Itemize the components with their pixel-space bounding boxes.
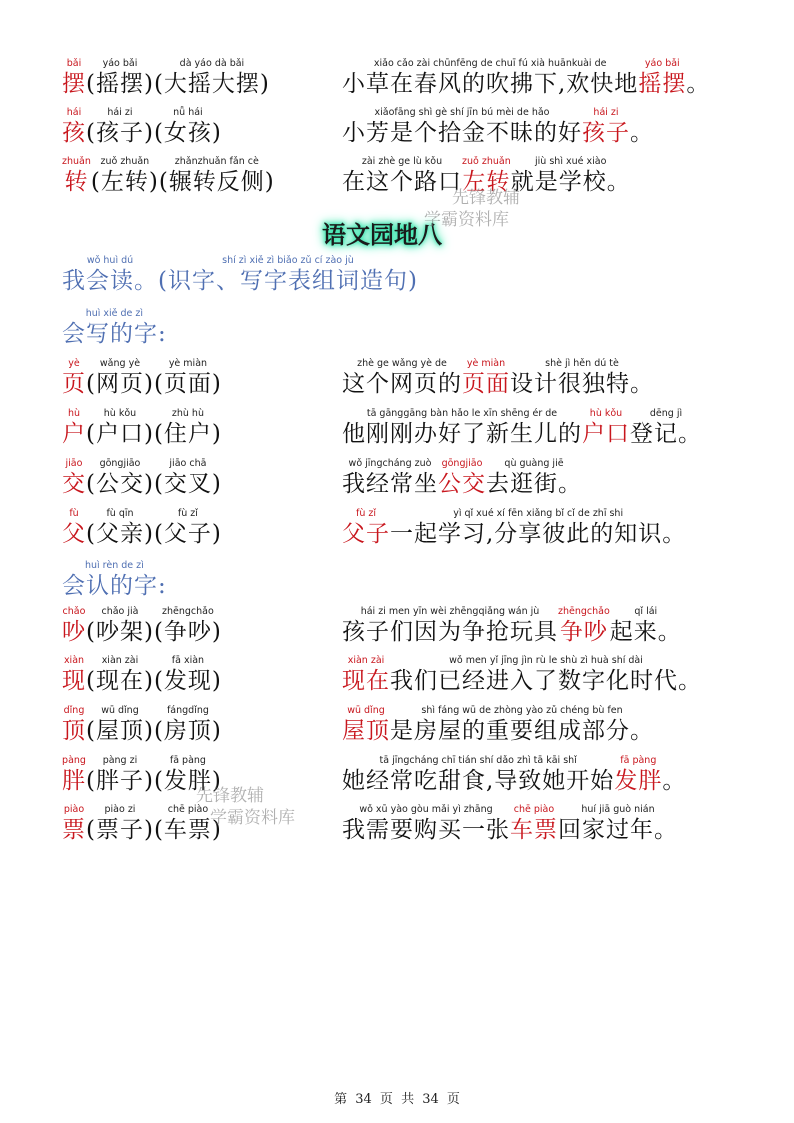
pinyin-annotation: xiàn xyxy=(63,655,85,666)
text-segment xyxy=(686,58,710,98)
vocab-row-bai xyxy=(62,58,270,98)
text-segment xyxy=(510,358,654,398)
pinyin-annotation: fù qīn xyxy=(106,508,134,519)
text-segment xyxy=(342,508,390,548)
sentence-row-ye xyxy=(342,358,654,398)
pinyin-annotation: huì rèn de zì xyxy=(84,560,144,571)
text-segment xyxy=(342,606,558,646)
pinyin-annotation: zhù hù xyxy=(171,408,204,419)
text-segment xyxy=(154,458,222,498)
vocab-row-ding xyxy=(62,705,222,745)
hanzi-text: (识字、写字表组词造句) xyxy=(158,268,418,294)
pinyin-annotation: fā pàng xyxy=(169,755,206,766)
vocab-row-fu xyxy=(62,508,222,548)
write-chars-heading xyxy=(62,308,167,348)
vocab-row-hai xyxy=(62,107,222,147)
pinyin-annotation: tā gānggāng bàn hǎo le xīn shēng ér de xyxy=(366,408,558,419)
pinyin-annotation: zhēngchǎo xyxy=(162,606,214,617)
hanzi-text: 顶 xyxy=(62,718,86,744)
hanzi-text: (页面) xyxy=(153,371,222,397)
hanzi-text: (女孩) xyxy=(153,120,222,146)
pinyin-annotation: dà yáo dà bǎi xyxy=(179,58,245,69)
hanzi-text: 会认的字: xyxy=(62,573,167,599)
text-segment xyxy=(158,255,418,295)
text-segment xyxy=(62,156,91,196)
vocab-row-chao xyxy=(62,606,222,646)
hanzi-text: 就是学校。 xyxy=(510,169,631,195)
hanzi-text: (车票) xyxy=(153,817,222,843)
hanzi-text: 公交 xyxy=(438,471,486,497)
vocab-row-zhuan xyxy=(62,156,275,196)
sentence-row-fu xyxy=(342,508,686,548)
hanzi-text: 我经常坐 xyxy=(342,471,438,497)
pinyin-annotation: chē piào xyxy=(167,804,209,815)
hanzi-text: 现 xyxy=(62,668,86,694)
hanzi-text: 现在 xyxy=(342,668,390,694)
hanzi-text: 屋顶 xyxy=(342,718,390,744)
text-segment xyxy=(62,606,86,646)
sentence-row-hu xyxy=(342,408,702,448)
hanzi-text: 。 xyxy=(686,71,711,97)
hanzi-text: 吵 xyxy=(62,619,86,645)
intro-heading xyxy=(62,255,418,295)
text-segment xyxy=(662,755,686,795)
text-segment xyxy=(62,804,86,844)
text-segment xyxy=(62,358,86,398)
pinyin-annotation: zuǒ zhuǎn xyxy=(100,156,150,167)
hanzi-text: 票 xyxy=(62,817,86,843)
watermark: 先锋教辅 学霸资料库 xyxy=(424,188,520,230)
text-segment xyxy=(62,508,86,548)
section-title: 语文园地八 xyxy=(322,220,442,249)
text-segment xyxy=(86,58,154,98)
pinyin-annotation: shè jì hěn dú tè xyxy=(545,358,619,369)
text-segment xyxy=(62,107,86,147)
pinyin-annotation: huì xiě de zì xyxy=(85,308,144,319)
text-segment xyxy=(154,408,222,448)
text-segment xyxy=(86,408,154,448)
text-segment xyxy=(342,58,638,98)
hanzi-text: 父 xyxy=(62,521,86,547)
hanzi-text: 这个网页的 xyxy=(342,371,462,397)
hanzi-text: (吵架) xyxy=(86,619,154,645)
pinyin-annotation: zài zhè ge lù kǒu xyxy=(361,156,443,167)
pinyin-annotation: jiù shì xué xiào xyxy=(535,156,607,167)
hanzi-text: 户 xyxy=(62,421,86,447)
pinyin-annotation: wū dǐng xyxy=(101,705,139,716)
pinyin-annotation: hù kǒu xyxy=(589,408,623,419)
hanzi-text: (现在) xyxy=(86,668,154,694)
text-segment xyxy=(342,655,390,695)
hanzi-text: 会写的字: xyxy=(62,321,167,347)
sentence-row-piao xyxy=(342,804,678,844)
watermark: 先锋教辅 学霸资料库 xyxy=(196,786,295,828)
pinyin-annotation: xiǎo cǎo zài chūnfēng de chuī fú xià huānkuài de xyxy=(373,58,607,69)
pinyin-annotation: wǎng yè xyxy=(99,358,141,369)
hanzi-text: 发胖 xyxy=(614,768,663,794)
text-segment xyxy=(614,755,662,795)
text-segment xyxy=(86,107,154,147)
pinyin-annotation: jiāo xyxy=(65,458,83,469)
sentence-row-zhuan xyxy=(342,156,631,196)
text-segment xyxy=(342,358,462,398)
pinyin-annotation: fā xiàn xyxy=(171,655,205,666)
pinyin-annotation: yáo bǎi xyxy=(644,58,680,69)
vocab-row-piao xyxy=(62,804,222,844)
hanzi-text: 胖 xyxy=(62,768,86,794)
text-segment xyxy=(610,606,682,646)
hanzi-text: (孩子) xyxy=(86,120,154,146)
pinyin-annotation: zhuǎn xyxy=(62,156,91,167)
pinyin-annotation: yáo bǎi xyxy=(102,58,138,69)
pinyin-annotation: xiǎofāng shì gè shí jīn bú mèi de hǎo xyxy=(374,107,550,118)
text-segment xyxy=(638,58,686,98)
hanzi-text: (房顶) xyxy=(153,718,222,744)
text-segment xyxy=(154,705,222,745)
text-segment xyxy=(154,755,222,795)
text-segment xyxy=(462,358,510,398)
pinyin-annotation: jiāo chā xyxy=(169,458,207,469)
sentence-row-ding xyxy=(342,705,654,745)
hanzi-text: 她经常吃甜食,导致她开始 xyxy=(342,768,615,794)
hanzi-text: 摇摆 xyxy=(638,71,687,97)
pinyin-annotation: hái zi xyxy=(107,107,133,118)
pinyin-annotation: yè miàn xyxy=(168,358,208,369)
sentence-row-jiao xyxy=(342,458,582,498)
hanzi-text: 户口 xyxy=(582,421,630,447)
pinyin-annotation: chē piào xyxy=(513,804,555,815)
text-segment xyxy=(390,655,702,695)
text-segment xyxy=(62,705,86,745)
pinyin-annotation: zuǒ zhuǎn xyxy=(462,156,511,167)
pinyin-annotation: fù xyxy=(69,508,79,519)
hanzi-text: (父亲) xyxy=(86,521,154,547)
text-segment xyxy=(62,458,86,498)
pinyin-annotation: yè miàn xyxy=(466,358,506,369)
hanzi-text: (屋顶) xyxy=(86,718,154,744)
pinyin-annotation: yì qǐ xué xí fēn xiǎng bǐ cǐ de zhī shi xyxy=(453,508,624,519)
hanzi-text: 回家过年。 xyxy=(558,817,678,843)
hanzi-text: (辗转反侧) xyxy=(158,169,275,195)
text-segment xyxy=(62,408,86,448)
hanzi-text: 父子 xyxy=(342,521,390,547)
pinyin-annotation: hù kǒu xyxy=(103,408,137,419)
pinyin-annotation: wǒ xū yào gòu mǎi yì zhāng xyxy=(359,804,493,815)
hanzi-text: 是房屋的重要组成部分。 xyxy=(390,718,654,744)
hanzi-text: 孩子们因为争抢玩具 xyxy=(342,619,558,645)
vocab-row-ye xyxy=(62,358,222,398)
text-segment xyxy=(390,508,686,548)
text-segment xyxy=(62,655,86,695)
sentence-row-bai xyxy=(342,58,710,98)
pinyin-annotation: wū dǐng xyxy=(347,705,385,716)
hanzi-text: (左转) xyxy=(90,169,159,195)
pinyin-annotation: fā pàng xyxy=(620,755,657,766)
text-segment xyxy=(62,560,167,600)
hanzi-text: 我需要购买一张 xyxy=(342,817,510,843)
text-segment xyxy=(62,755,86,795)
pinyin-annotation: qù guàng jiē xyxy=(504,458,564,469)
text-segment xyxy=(86,606,154,646)
hanzi-text: (胖子) xyxy=(86,768,154,794)
text-segment xyxy=(62,58,86,98)
hanzi-text: 小草在春风的吹拂下,欢快地 xyxy=(342,71,639,97)
page-footer: 第 34 页 共 34 页 xyxy=(334,1092,460,1107)
hanzi-text: 登记。 xyxy=(630,421,702,447)
hanzi-text: (交叉) xyxy=(153,471,222,497)
hanzi-text: (网页) xyxy=(86,371,154,397)
text-segment xyxy=(154,655,222,695)
pinyin-annotation: chǎo jià xyxy=(101,606,139,617)
pinyin-annotation: bǎi xyxy=(66,58,82,69)
pinyin-annotation: xiàn zài xyxy=(347,655,385,666)
pinyin-annotation: wǒ jīngcháng zuò xyxy=(348,458,432,469)
hanzi-text: 页 xyxy=(62,371,86,397)
hanzi-text: (发现) xyxy=(153,668,222,694)
pinyin-annotation: piào xyxy=(63,804,85,815)
hanzi-text: 小芳是个拾金不昧的好 xyxy=(342,120,582,146)
hanzi-text: 。 xyxy=(630,120,654,146)
text-segment xyxy=(159,156,275,196)
pinyin-annotation: xiàn zài xyxy=(101,655,139,666)
hanzi-text: 起来。 xyxy=(609,619,682,645)
text-segment xyxy=(390,705,654,745)
hanzi-text: 争吵 xyxy=(559,619,608,645)
pinyin-annotation: qǐ lái xyxy=(634,606,658,617)
text-segment xyxy=(62,255,158,295)
sentence-row-chao xyxy=(342,606,682,646)
text-segment xyxy=(630,408,702,448)
pinyin-annotation: tā jīngcháng chī tián shí dǎo zhì tā kāi shǐ xyxy=(379,755,577,766)
pinyin-annotation: hái zi men yīn wèi zhēngqiǎng wán jù xyxy=(360,606,540,617)
pinyin-annotation: zhēngchǎo xyxy=(558,606,610,617)
vocab-row-xian xyxy=(62,655,222,695)
sentence-row-xian xyxy=(342,655,702,695)
text-segment xyxy=(154,58,270,98)
text-segment xyxy=(342,107,582,147)
hanzi-text: 孩子 xyxy=(582,120,630,146)
hanzi-text: (公交) xyxy=(86,471,154,497)
text-segment xyxy=(342,705,390,745)
pinyin-annotation: pàng xyxy=(62,755,86,766)
vocab-row-pang xyxy=(62,755,222,795)
hanzi-text: (大摇大摆) xyxy=(153,71,270,97)
hanzi-text: (争吵) xyxy=(153,619,222,645)
text-segment xyxy=(558,606,610,646)
pinyin-annotation: fù zǐ xyxy=(355,508,376,519)
hanzi-text: 我们已经进入了数字化时代。 xyxy=(390,668,702,694)
pinyin-annotation: piào zi xyxy=(104,804,136,815)
text-segment xyxy=(342,804,510,844)
text-segment xyxy=(486,458,582,498)
hanzi-text: 孩 xyxy=(62,120,86,146)
hanzi-text: 页面 xyxy=(462,371,510,397)
text-segment xyxy=(342,156,462,196)
hanzi-text: 转 xyxy=(64,169,89,195)
pinyin-annotation: pàng zi xyxy=(102,755,138,766)
hanzi-text: (摇摆) xyxy=(86,71,154,97)
pinyin-annotation: gōngjiāo xyxy=(99,458,141,469)
text-segment xyxy=(91,156,159,196)
hanzi-text: 在这个路口 xyxy=(342,169,462,195)
hanzi-text: 设计很独特。 xyxy=(510,371,654,397)
pinyin-annotation: zhè ge wǎng yè de xyxy=(357,358,447,369)
vocab-row-jiao xyxy=(62,458,222,498)
text-segment xyxy=(462,156,511,196)
hanzi-text: 我会读。 xyxy=(62,268,158,294)
hanzi-text: 车票 xyxy=(510,817,558,843)
text-segment xyxy=(86,358,154,398)
pinyin-annotation: fángdǐng xyxy=(166,705,209,716)
text-segment xyxy=(86,705,154,745)
pinyin-annotation: huí jiā guò nián xyxy=(581,804,655,815)
sentence-row-pang xyxy=(342,755,686,795)
hanzi-text: 他刚刚办好了新生儿的 xyxy=(342,421,582,447)
hanzi-text: 去逛街。 xyxy=(486,471,582,497)
pinyin-annotation: dēng jì xyxy=(649,408,683,419)
pinyin-annotation: wǒ huì dú xyxy=(86,255,134,266)
text-segment xyxy=(154,606,222,646)
text-segment xyxy=(86,755,154,795)
text-segment xyxy=(86,508,154,548)
text-segment xyxy=(558,804,678,844)
hanzi-text: 。 xyxy=(662,768,687,794)
text-segment xyxy=(510,804,558,844)
pinyin-annotation: nǚ hái xyxy=(173,107,203,118)
pinyin-annotation: shì fáng wū de zhòng yào zǔ chéng bù fen xyxy=(421,705,623,716)
pinyin-annotation: wǒ men yǐ jīng jìn rù le shù zì huà shí dài xyxy=(449,655,643,666)
vocab-row-hu xyxy=(62,408,222,448)
pinyin-annotation: zhǎnzhuǎn fǎn cè xyxy=(174,156,259,167)
text-segment xyxy=(438,458,486,498)
pinyin-annotation: yè xyxy=(68,358,80,369)
text-segment xyxy=(86,458,154,498)
pinyin-annotation: chǎo xyxy=(62,606,86,617)
hanzi-text: (发胖) xyxy=(153,768,222,794)
pinyin-annotation: dǐng xyxy=(63,705,85,716)
pinyin-annotation: shí zì xiě zì biǎo zǔ cí zào jù xyxy=(222,255,354,266)
text-segment xyxy=(86,804,154,844)
text-segment xyxy=(86,655,154,695)
text-segment xyxy=(154,107,222,147)
hanzi-text: 交 xyxy=(62,471,86,497)
hanzi-text: (父子) xyxy=(153,521,222,547)
hanzi-text: 摆 xyxy=(62,71,86,97)
text-segment xyxy=(342,408,582,448)
read-chars-heading xyxy=(62,560,167,600)
text-segment xyxy=(154,508,222,548)
text-segment xyxy=(62,308,167,348)
pinyin-annotation: hái zi xyxy=(593,107,619,118)
hanzi-text: 左转 xyxy=(462,169,511,195)
hanzi-text: 一起学习,分享彼此的知识。 xyxy=(390,521,687,547)
hanzi-text: (户口) xyxy=(86,421,154,447)
pinyin-annotation: hù xyxy=(67,408,81,419)
pinyin-annotation: hái xyxy=(66,107,82,118)
text-segment xyxy=(342,755,614,795)
text-segment xyxy=(511,156,631,196)
text-segment xyxy=(342,458,438,498)
pinyin-annotation: fù zǐ xyxy=(177,508,198,519)
hanzi-text: (住户) xyxy=(153,421,222,447)
text-segment xyxy=(582,408,630,448)
hanzi-text: (票子) xyxy=(86,817,154,843)
pinyin-annotation: gōngjiāo xyxy=(441,458,483,469)
text-segment xyxy=(154,804,222,844)
text-segment xyxy=(154,358,222,398)
sentence-row-hai xyxy=(342,107,654,147)
text-segment xyxy=(582,107,630,147)
text-segment xyxy=(630,107,654,147)
